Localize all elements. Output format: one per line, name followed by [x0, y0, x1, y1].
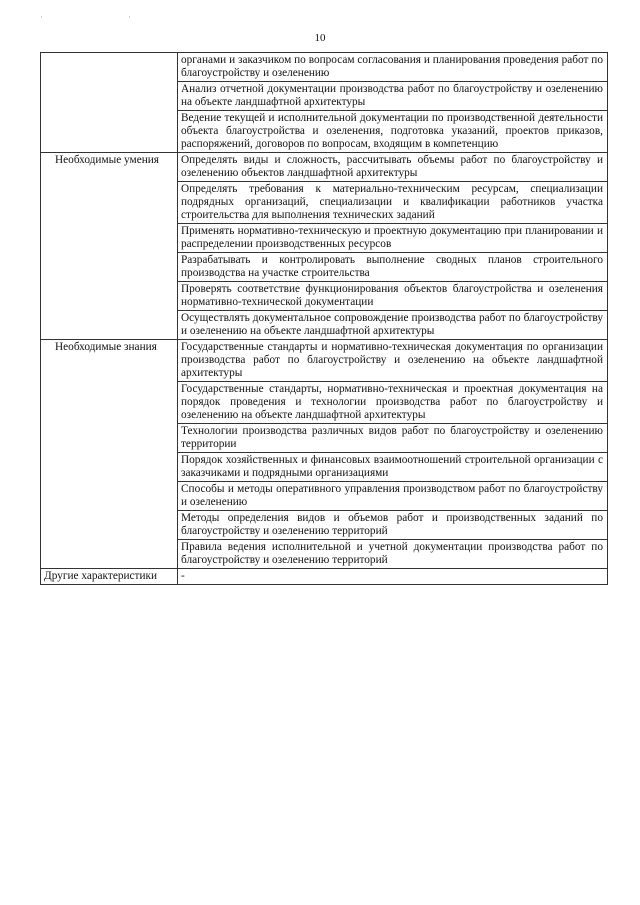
table-cell: Определять требования к материально-техническим ресурсам, специализации подрядных организаций, специализации и квалификации работников участка строительства для выполнения технических заданий: [178, 182, 608, 224]
competency-table: [40, 52, 608, 585]
table-cell: Способы и методы оперативного управления производством работ по благоустройству и озеленению: [178, 482, 608, 511]
page-number: 10: [314, 32, 326, 44]
knowledge-label: Необходимые знания: [41, 340, 178, 569]
table-cell: Определять виды и сложность, рассчитывать объемы работ по благоустройству и озеленению объектов ландшафтной архитектуры: [178, 153, 608, 182]
table-cell: Разрабатывать и контролировать выполнение сводных планов строительного производства на участке строительства: [178, 253, 608, 282]
table-cell: Правила ведения исполнительной и учетной документации производства работ по благоустройству и озеленению территорий: [178, 540, 608, 569]
table-cell: Проверять соответствие функционирования объектов благоустройства и озеленения нормативно-технической документации: [178, 282, 608, 311]
label-cell-empty: [41, 53, 178, 153]
scan-artifact: ·: [128, 12, 131, 22]
table-row: [41, 53, 608, 82]
table-cell: Порядок хозяйственных и финансовых взаимоотношений строительной организации с заказчиками и подрядными организациями: [178, 453, 608, 482]
table-row: [41, 340, 608, 382]
table-cell: Анализ отчетной документации производства работ по благоустройству и озеленению на объекте ландшафтной архитектуры: [178, 82, 608, 111]
table-cell: Применять нормативно-техническую и проектную документацию при планировании и распределении производственных ресурсов: [178, 224, 608, 253]
table-cell: Осуществлять документальное сопровождение производства работ по благоустройству и озеленению на объекте ландшафтной архитектуры: [178, 311, 608, 340]
scan-artifact: ·: [40, 12, 43, 22]
table-cell: Ведение текущей и исполнительной документации по производственной деятельности объекта благоустройства и озеленения, подготовка указаний, проектов приказов, распоряжений, договоров по вопросам, входящим в компетенцию: [178, 111, 608, 153]
table-row: [41, 569, 608, 585]
table-row: [41, 153, 608, 182]
skills-label: Необходимые умения: [41, 153, 178, 340]
other-value: -: [178, 569, 608, 585]
table-cell: органами и заказчиком по вопросам согласования и планирования проведения работ по благоустройству и озеленению: [178, 53, 608, 82]
table-cell: Государственные стандарты, нормативно-техническая и проектная документация на порядок проведения и технологии производства работ по благоустройству и озеленению на объекте ландшафтной архитектуры: [178, 382, 608, 424]
table-cell: Государственные стандарты и нормативно-техническая документация по организации производства работ по благоустройству и озеленению на объекте ландшафтной архитектуры: [178, 340, 608, 382]
other-label: Другие характеристики: [41, 569, 178, 585]
table-cell: Методы определения видов и объемов работ и производственных заданий по благоустройству и озеленению территорий: [178, 511, 608, 540]
table-cell: Технологии производства различных видов работ по благоустройству и озеленению территории: [178, 424, 608, 453]
